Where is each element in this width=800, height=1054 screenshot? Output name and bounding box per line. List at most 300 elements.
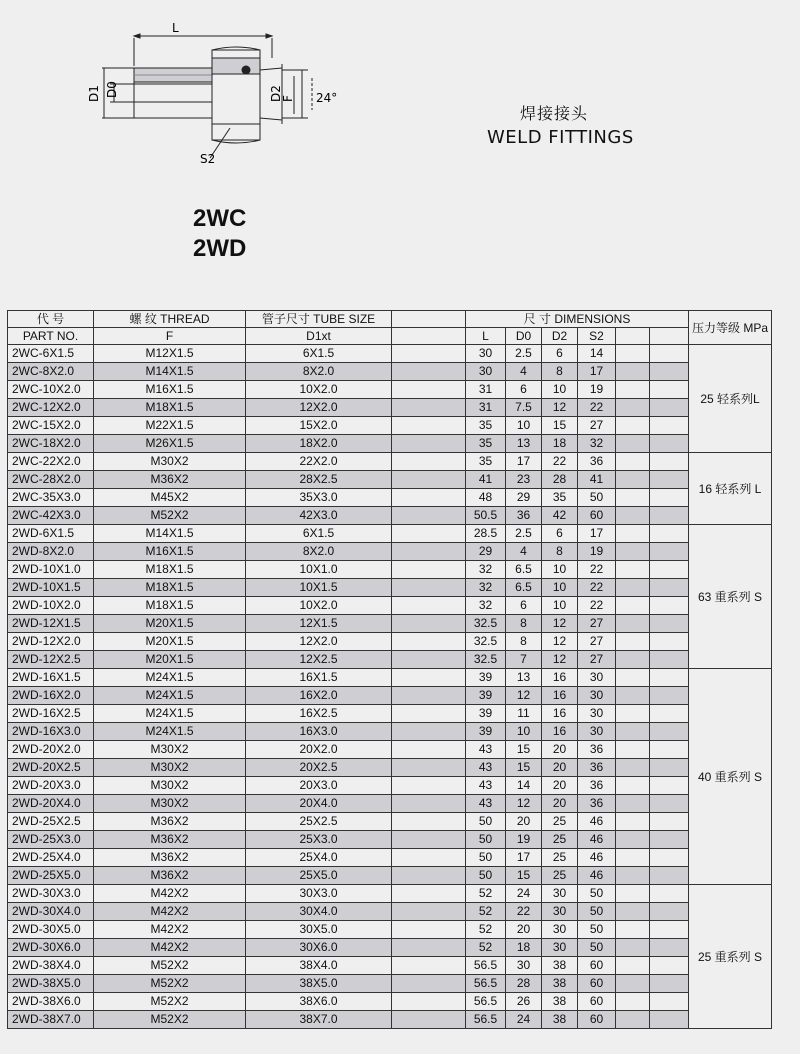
dim-d2-cell: 8 [542, 363, 578, 381]
part-no-cell: 2WC-18X2.0 [8, 435, 94, 453]
dim-s2-cell: 60 [578, 993, 616, 1011]
dim-s2-cell: 22 [578, 579, 616, 597]
blank-cell [392, 777, 466, 795]
dim-s2-cell: 27 [578, 615, 616, 633]
thread-cell: M20X1.5 [94, 633, 246, 651]
thread-cell: M24X1.5 [94, 687, 246, 705]
blank-cell [650, 489, 689, 507]
blank-cell [616, 903, 650, 921]
dim-d2-cell: 15 [542, 417, 578, 435]
part-no-cell: 2WC-8X2.0 [8, 363, 94, 381]
dim-d2-cell: 10 [542, 381, 578, 399]
blank-cell [392, 723, 466, 741]
dim-s2-cell: 30 [578, 705, 616, 723]
blank-cell [616, 831, 650, 849]
dim-d2-cell: 42 [542, 507, 578, 525]
dim-s2-cell: 17 [578, 363, 616, 381]
blank-cell [650, 993, 689, 1011]
thread-cell: M42X2 [94, 885, 246, 903]
dim-d2-cell: 6 [542, 345, 578, 363]
thread-cell: M52X2 [94, 957, 246, 975]
blank-cell [616, 345, 650, 363]
dim-s2-cell: 36 [578, 777, 616, 795]
part-no-cell: 2WD-20X2.0 [8, 741, 94, 759]
table-row [8, 633, 772, 651]
blank-cell [616, 597, 650, 615]
table-row [8, 615, 772, 633]
dim-d2-cell: 25 [542, 831, 578, 849]
tube-size-cell: 18X2.0 [246, 435, 392, 453]
thread-cell: M16X1.5 [94, 381, 246, 399]
table-row [8, 417, 772, 435]
tube-size-cell: 42X3.0 [246, 507, 392, 525]
pressure-class-cell: 25 重系列 S [689, 885, 772, 1029]
spec-table [7, 310, 772, 1029]
dim-l-cell: 32.5 [466, 651, 506, 669]
blank-cell [650, 723, 689, 741]
dim-l-cell: 32 [466, 561, 506, 579]
blank-cell [616, 651, 650, 669]
blank-cell [392, 705, 466, 723]
thread-cell: M36X2 [94, 831, 246, 849]
header-blank [392, 328, 466, 345]
dim-l-cell: 32 [466, 597, 506, 615]
dim-d0-cell: 17 [506, 453, 542, 471]
blank-cell [392, 741, 466, 759]
header-dim-s2: S2 [578, 328, 616, 345]
blank-cell [650, 831, 689, 849]
thread-cell: M22X1.5 [94, 417, 246, 435]
dim-d0-cell: 6.5 [506, 561, 542, 579]
thread-cell: M52X2 [94, 993, 246, 1011]
table-row [8, 687, 772, 705]
dim-l-cell: 30 [466, 345, 506, 363]
table-row [8, 453, 772, 471]
header-dim-d0: D0 [506, 328, 542, 345]
blank-cell [392, 633, 466, 651]
model-2wc: 2WC [193, 205, 247, 232]
dim-d0-cell: 15 [506, 867, 542, 885]
part-no-cell: 2WC-22X2.0 [8, 453, 94, 471]
table-row [8, 723, 772, 741]
blank-cell [616, 687, 650, 705]
blank-cell [650, 903, 689, 921]
dim-l-cell: 29 [466, 543, 506, 561]
tube-size-cell: 20X4.0 [246, 795, 392, 813]
blank-cell [616, 417, 650, 435]
dim-d2-cell: 10 [542, 579, 578, 597]
part-no-cell: 2WC-35X3.0 [8, 489, 94, 507]
tube-size-cell: 30X5.0 [246, 921, 392, 939]
blank-cell [650, 525, 689, 543]
dim-d2-cell: 30 [542, 885, 578, 903]
tube-size-cell: 16X3.0 [246, 723, 392, 741]
tube-size-cell: 38X6.0 [246, 993, 392, 1011]
part-no-cell: 2WD-38X4.0 [8, 957, 94, 975]
part-no-cell: 2WD-20X2.5 [8, 759, 94, 777]
header-blank [392, 311, 466, 328]
dim-s2-cell: 27 [578, 651, 616, 669]
blank-cell [650, 651, 689, 669]
thread-cell: M45X2 [94, 489, 246, 507]
header-dimensions: 尺 寸 DIMENSIONS [466, 311, 689, 328]
blank-cell [650, 417, 689, 435]
part-no-cell: 2WD-6X1.5 [8, 525, 94, 543]
dim-d0-cell: 6 [506, 381, 542, 399]
blank-cell [616, 615, 650, 633]
tube-size-cell: 20X2.5 [246, 759, 392, 777]
blank-cell [392, 849, 466, 867]
blank-cell [392, 507, 466, 525]
blank-cell [392, 813, 466, 831]
thread-cell: M30X2 [94, 795, 246, 813]
dim-d0-cell: 7 [506, 651, 542, 669]
thread-cell: M14X1.5 [94, 525, 246, 543]
table-row [8, 543, 772, 561]
dim-s2-cell: 19 [578, 381, 616, 399]
tube-size-cell: 8X2.0 [246, 543, 392, 561]
dim-d2-cell: 25 [542, 867, 578, 885]
dim-d2-cell: 8 [542, 543, 578, 561]
dim-l-cell: 28.5 [466, 525, 506, 543]
dim-l-cell: 56.5 [466, 993, 506, 1011]
blank-cell [392, 651, 466, 669]
part-no-cell: 2WD-16X3.0 [8, 723, 94, 741]
header-blank [616, 328, 650, 345]
blank-cell [616, 507, 650, 525]
tube-size-cell: 12X1.5 [246, 615, 392, 633]
dim-d2-cell: 10 [542, 561, 578, 579]
header-dim-l: L [466, 328, 506, 345]
dim-s2-cell: 60 [578, 507, 616, 525]
part-no-cell: 2WD-16X2.5 [8, 705, 94, 723]
part-no-cell: 2WC-12X2.0 [8, 399, 94, 417]
blank-cell [392, 993, 466, 1011]
blank-cell [650, 345, 689, 363]
label-d1: D1 [87, 85, 101, 102]
dim-d2-cell: 18 [542, 435, 578, 453]
part-no-cell: 2WD-12X2.0 [8, 633, 94, 651]
blank-cell [616, 741, 650, 759]
dim-d0-cell: 10 [506, 723, 542, 741]
blank-cell [650, 633, 689, 651]
part-no-cell: 2WC-15X2.0 [8, 417, 94, 435]
tube-size-cell: 16X2.0 [246, 687, 392, 705]
thread-cell: M18X1.5 [94, 579, 246, 597]
dim-d2-cell: 16 [542, 669, 578, 687]
dim-s2-cell: 50 [578, 903, 616, 921]
blank-cell [392, 831, 466, 849]
dim-l-cell: 50.5 [466, 507, 506, 525]
tube-size-cell: 12X2.0 [246, 633, 392, 651]
part-no-cell: 2WD-12X2.5 [8, 651, 94, 669]
blank-cell [392, 867, 466, 885]
table-row [8, 831, 772, 849]
part-no-cell: 2WD-38X6.0 [8, 993, 94, 1011]
table-row [8, 471, 772, 489]
tube-size-cell: 30X4.0 [246, 903, 392, 921]
dim-s2-cell: 41 [578, 471, 616, 489]
dim-l-cell: 56.5 [466, 957, 506, 975]
blank-cell [650, 705, 689, 723]
dim-d0-cell: 14 [506, 777, 542, 795]
blank-cell [650, 1011, 689, 1029]
dim-d0-cell: 6.5 [506, 579, 542, 597]
dim-d2-cell: 16 [542, 723, 578, 741]
dim-d2-cell: 38 [542, 975, 578, 993]
part-no-cell: 2WD-20X4.0 [8, 795, 94, 813]
table-row [8, 435, 772, 453]
pressure-class-cell: 16 轻系列 L [689, 453, 772, 525]
dim-l-cell: 39 [466, 723, 506, 741]
blank-cell [392, 597, 466, 615]
dim-d2-cell: 6 [542, 525, 578, 543]
part-no-cell: 2WD-30X4.0 [8, 903, 94, 921]
blank-cell [392, 579, 466, 597]
blank-cell [650, 363, 689, 381]
part-no-cell: 2WD-38X5.0 [8, 975, 94, 993]
blank-cell [650, 597, 689, 615]
blank-cell [650, 939, 689, 957]
blank-cell [650, 867, 689, 885]
tube-size-cell: 10X2.0 [246, 381, 392, 399]
blank-cell [650, 957, 689, 975]
part-no-cell: 2WD-25X2.5 [8, 813, 94, 831]
dim-d0-cell: 8 [506, 615, 542, 633]
tube-size-cell: 38X5.0 [246, 975, 392, 993]
table-row [8, 867, 772, 885]
dim-s2-cell: 14 [578, 345, 616, 363]
dim-s2-cell: 36 [578, 741, 616, 759]
blank-cell [650, 507, 689, 525]
dim-l-cell: 39 [466, 669, 506, 687]
thread-cell: M18X1.5 [94, 597, 246, 615]
dim-l-cell: 56.5 [466, 975, 506, 993]
thread-cell: M30X2 [94, 777, 246, 795]
blank-cell [392, 885, 466, 903]
blank-cell [616, 489, 650, 507]
dim-s2-cell: 36 [578, 453, 616, 471]
tube-size-cell: 38X4.0 [246, 957, 392, 975]
dim-d0-cell: 12 [506, 795, 542, 813]
blank-cell [650, 795, 689, 813]
part-no-cell: 2WD-38X7.0 [8, 1011, 94, 1029]
dim-s2-cell: 32 [578, 435, 616, 453]
tube-size-cell: 6X1.5 [246, 525, 392, 543]
pressure-class-cell: 25 轻系列L [689, 345, 772, 453]
part-no-cell: 2WD-25X4.0 [8, 849, 94, 867]
dim-d0-cell: 10 [506, 417, 542, 435]
blank-cell [392, 363, 466, 381]
tube-size-cell: 22X2.0 [246, 453, 392, 471]
blank-cell [392, 687, 466, 705]
part-no-cell: 2WD-20X3.0 [8, 777, 94, 795]
dim-d2-cell: 25 [542, 849, 578, 867]
dim-d2-cell: 35 [542, 489, 578, 507]
tube-size-cell: 12X2.5 [246, 651, 392, 669]
table-row [8, 849, 772, 867]
part-no-cell: 2WD-12X1.5 [8, 615, 94, 633]
dim-d0-cell: 29 [506, 489, 542, 507]
dim-l-cell: 39 [466, 705, 506, 723]
dim-s2-cell: 27 [578, 633, 616, 651]
dim-d0-cell: 23 [506, 471, 542, 489]
dim-d0-cell: 24 [506, 1011, 542, 1029]
tube-size-cell: 12X2.0 [246, 399, 392, 417]
blank-cell [650, 777, 689, 795]
dim-l-cell: 35 [466, 417, 506, 435]
table-row [8, 957, 772, 975]
table-row [8, 561, 772, 579]
dim-l-cell: 32 [466, 579, 506, 597]
dim-d2-cell: 10 [542, 597, 578, 615]
dim-d2-cell: 16 [542, 705, 578, 723]
dim-s2-cell: 30 [578, 669, 616, 687]
dim-d0-cell: 36 [506, 507, 542, 525]
tube-size-cell: 25X2.5 [246, 813, 392, 831]
table-row [8, 903, 772, 921]
blank-cell [616, 723, 650, 741]
blank-cell [616, 543, 650, 561]
dim-l-cell: 32.5 [466, 633, 506, 651]
table-row [8, 813, 772, 831]
table-row [8, 975, 772, 993]
title-chinese: 焊接接头 [520, 104, 589, 123]
dim-d0-cell: 4 [506, 543, 542, 561]
blank-cell [650, 885, 689, 903]
dim-s2-cell: 22 [578, 561, 616, 579]
dim-l-cell: 43 [466, 795, 506, 813]
blank-cell [392, 939, 466, 957]
dim-d2-cell: 12 [542, 633, 578, 651]
tube-size-cell: 8X2.0 [246, 363, 392, 381]
dim-d0-cell: 30 [506, 957, 542, 975]
dim-l-cell: 30 [466, 363, 506, 381]
part-no-cell: 2WC-42X3.0 [8, 507, 94, 525]
blank-cell [392, 471, 466, 489]
table-row [8, 705, 772, 723]
blank-cell [392, 543, 466, 561]
dim-l-cell: 35 [466, 435, 506, 453]
part-no-cell: 2WD-25X3.0 [8, 831, 94, 849]
dim-s2-cell: 27 [578, 417, 616, 435]
dim-s2-cell: 36 [578, 795, 616, 813]
table-row [8, 525, 772, 543]
dim-d0-cell: 13 [506, 435, 542, 453]
dim-d2-cell: 20 [542, 759, 578, 777]
tube-size-cell: 28X2.5 [246, 471, 392, 489]
dim-s2-cell: 60 [578, 957, 616, 975]
dim-s2-cell: 36 [578, 759, 616, 777]
dim-d2-cell: 20 [542, 795, 578, 813]
blank-cell [616, 975, 650, 993]
dim-s2-cell: 46 [578, 867, 616, 885]
dim-d0-cell: 20 [506, 921, 542, 939]
dim-d0-cell: 7.5 [506, 399, 542, 417]
thread-cell: M12X1.5 [94, 345, 246, 363]
model-2wd: 2WD [193, 235, 247, 262]
dim-d0-cell: 24 [506, 885, 542, 903]
blank-cell [392, 975, 466, 993]
blank-cell [392, 1011, 466, 1029]
part-no-cell: 2WD-10X2.0 [8, 597, 94, 615]
thread-cell: M42X2 [94, 921, 246, 939]
thread-cell: M26X1.5 [94, 435, 246, 453]
dim-l-cell: 52 [466, 885, 506, 903]
part-no-cell: 2WD-30X3.0 [8, 885, 94, 903]
table-row [8, 381, 772, 399]
table-row [8, 795, 772, 813]
label-s2: S2 [200, 152, 216, 166]
blank-cell [616, 813, 650, 831]
table-row [8, 345, 772, 363]
dim-d0-cell: 18 [506, 939, 542, 957]
blank-cell [650, 579, 689, 597]
dim-d0-cell: 26 [506, 993, 542, 1011]
dim-l-cell: 48 [466, 489, 506, 507]
blank-cell [650, 741, 689, 759]
blank-cell [650, 615, 689, 633]
blank-cell [616, 1011, 650, 1029]
blank-cell [392, 561, 466, 579]
blank-cell [616, 939, 650, 957]
blank-cell [616, 993, 650, 1011]
blank-cell [650, 435, 689, 453]
table-row [8, 777, 772, 795]
blank-cell [392, 399, 466, 417]
part-no-cell: 2WD-30X6.0 [8, 939, 94, 957]
dim-d0-cell: 17 [506, 849, 542, 867]
thread-cell: M14X1.5 [94, 363, 246, 381]
part-no-cell: 2WD-25X5.0 [8, 867, 94, 885]
blank-cell [650, 399, 689, 417]
dim-d2-cell: 28 [542, 471, 578, 489]
pressure-class-cell: 40 重系列 S [689, 669, 772, 885]
tube-size-cell: 10X1.5 [246, 579, 392, 597]
blank-cell [650, 813, 689, 831]
header-pressure: 压力等级 MPa [689, 311, 772, 345]
table-row [8, 669, 772, 687]
tube-size-cell: 20X2.0 [246, 741, 392, 759]
thread-cell: M36X2 [94, 867, 246, 885]
blank-cell [616, 435, 650, 453]
header-dim-d2: D2 [542, 328, 578, 345]
blank-cell [616, 705, 650, 723]
blank-cell [616, 795, 650, 813]
thread-cell: M36X2 [94, 849, 246, 867]
dim-s2-cell: 17 [578, 525, 616, 543]
dim-l-cell: 52 [466, 903, 506, 921]
blank-cell [616, 957, 650, 975]
dim-l-cell: 50 [466, 849, 506, 867]
blank-cell [650, 975, 689, 993]
dim-d2-cell: 12 [542, 615, 578, 633]
dim-l-cell: 31 [466, 399, 506, 417]
thread-cell: M16X1.5 [94, 543, 246, 561]
thread-cell: M24X1.5 [94, 723, 246, 741]
dim-d2-cell: 30 [542, 939, 578, 957]
thread-cell: M42X2 [94, 939, 246, 957]
dim-d0-cell: 2.5 [506, 525, 542, 543]
blank-cell [392, 381, 466, 399]
thread-cell: M52X2 [94, 507, 246, 525]
dim-s2-cell: 19 [578, 543, 616, 561]
dim-l-cell: 41 [466, 471, 506, 489]
table-row [8, 759, 772, 777]
header-thread: 螺 纹 THREAD [94, 311, 246, 328]
dim-d0-cell: 6 [506, 597, 542, 615]
dim-s2-cell: 22 [578, 597, 616, 615]
